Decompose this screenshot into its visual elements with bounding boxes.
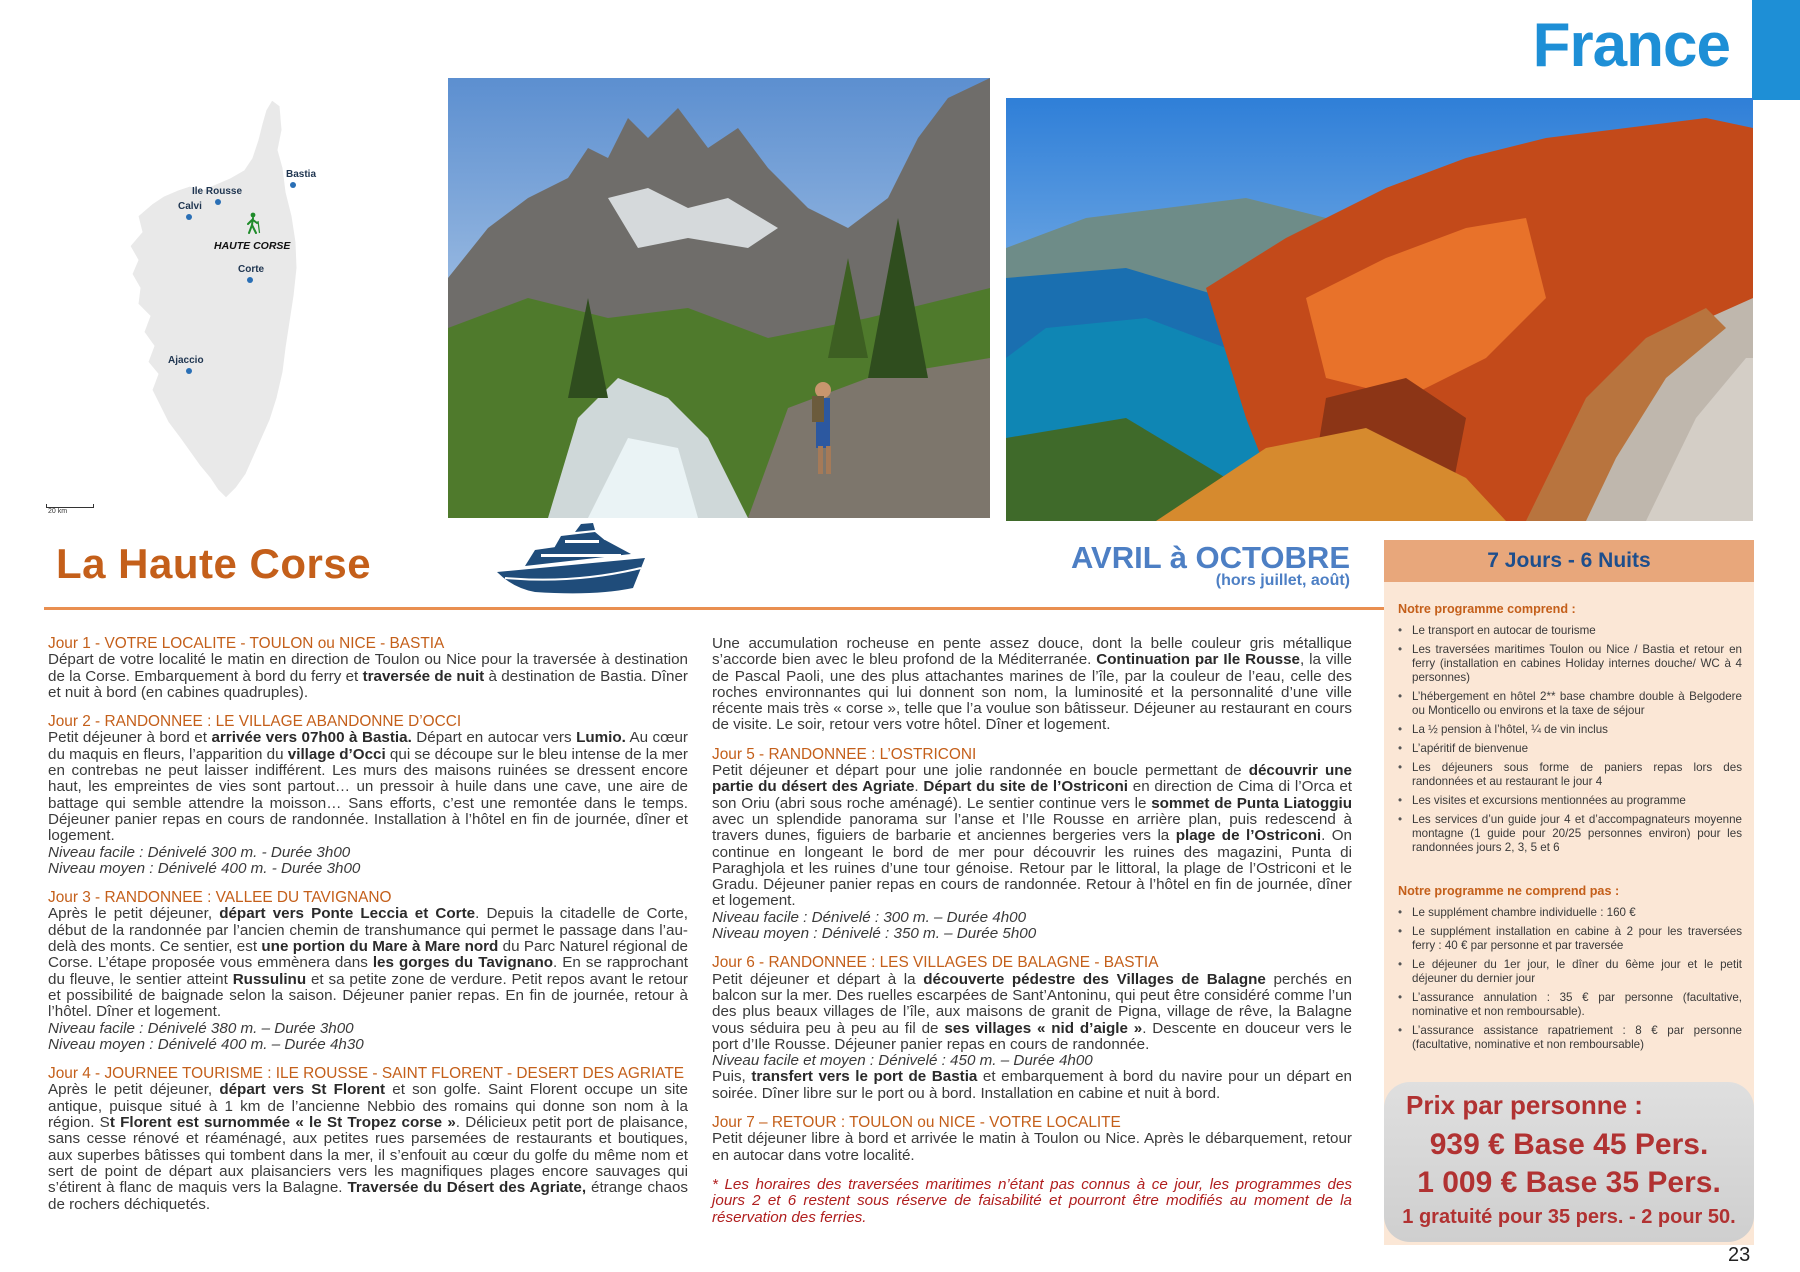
excludes-title: Notre programme ne comprend pas : [1398, 884, 1620, 898]
season-dates: AVRIL à OCTOBRE [1070, 540, 1350, 575]
level-easy: Niveau facile : Dénivelé : 300 m. – Durée 4h00 [712, 908, 1027, 926]
ship-icon [495, 520, 660, 600]
level-medium: Niveau moyen : Dénivelé 400 m. - Durée 3h00 [48, 859, 361, 877]
map-dot-calvi [186, 214, 192, 220]
map-label-corte: Corte [238, 264, 265, 275]
price-title: Prix par personne : [1406, 1090, 1643, 1120]
day-3 [48, 890, 688, 1053]
day-2 [48, 714, 688, 877]
photo-coastal-road [1006, 98, 1753, 521]
day-highlight: découverte pédestre des Villages de Balagne [923, 970, 1266, 988]
day-text: Départ en autocar vers [411, 729, 577, 747]
corsica-outline [40, 100, 340, 510]
day-highlight: ses villages « nid d’aigle » [944, 1019, 1143, 1037]
day-text: Petit déjeuner et départ à la [712, 970, 924, 988]
level-medium: Niveau moyen : Dénivelé : 350 m. – Durée 5h00 [712, 925, 1037, 943]
day-text: Après le petit déjeuner, [48, 1081, 220, 1099]
map-label-ile-rousse: Ile Rousse [192, 186, 243, 197]
map-dot-bastia [290, 182, 296, 188]
includes-section [1398, 602, 1742, 860]
list-item: • Les déjeuners sous forme de paniers repas lors des randonnées et au restaurant le jour 4 [1398, 761, 1742, 789]
includes-list [1398, 624, 1742, 855]
page-title: La Haute Corse [56, 540, 372, 587]
map-dot-ile-rousse [215, 199, 221, 205]
day-text: et embarquement à bord du navire pour un départ en soirée. Dîner libre sur le port ou à bord. Installation en cabine et nuit à bord. [712, 1068, 1352, 1102]
day-text: étrange chaos de rochers déchiquetés. [48, 1179, 688, 1213]
season-exclusions: (hors juillet, août) [1215, 572, 1350, 589]
day-title: Jour 7 – RETOUR : TOULON ou NICE - VOTRE LOCALITE [712, 1114, 1121, 1132]
level-easy: Niveau facile : Dénivelé 300 m. - Durée 3h00 [48, 843, 351, 861]
day-highlight: traversée de nuit [362, 667, 485, 685]
ferry-schedule-note: * Les horaires des traversées maritimes n’étant pas connus à ce jour, les programmes des jours 2 et 6 restent sous réserve de faisabilité et pourront être modifiés au moment de la réservation des ferries. [712, 1175, 1352, 1226]
list-item: • Les traversées maritimes Toulon ou Nice / Bastia et retour en ferry (installation en cabines Holiday internes douche/ WC à 4 personnes) [1398, 643, 1742, 685]
list-item: • Le déjeuner du 1er jour, le dîner du 6ème jour et le petit déjeuner du dernier jour [1398, 958, 1742, 986]
day-text: à destination de Bastia. Dîner et nuit à bord (en cabines quadruples). [48, 667, 688, 701]
level-medium: Niveau moyen : Dénivelé 400 m. – Durée 4h30 [48, 1035, 364, 1053]
list-item: • Le transport en autocar de tourisme [1398, 624, 1742, 638]
day-title: Jour 6 - RANDONNEE : LES VILLAGES DE BALAGNE - BASTIA [712, 954, 1159, 972]
list-item: • L’assurance assistance rapatriement : 8 € par personne (facultative, nominative et non remboursable) [1398, 1024, 1742, 1052]
day-5 [712, 747, 1352, 943]
itinerary-column-2 [712, 636, 1352, 1226]
day-text: qui se découpe sur le bleu intense de la mer en contrebas ne peut laisser indifférent. Les murs des maisons ruinées se dressent encore haut, les empreintes de vies sont partout… un pressoir à huile dans une cave, une aire de battage qui semble attendre la moisson… Sans efforts, c’est une remontée dans le temps. Déjeuner panier repas en cours de randonnée. Installation à l’hôtel en fin de journée, dîner et logement. [48, 745, 688, 845]
day-4 [48, 1066, 688, 1213]
day-title: Jour 2 - RANDONNEE : LE VILLAGE ABANDONNE D’OCCI [48, 713, 462, 731]
level-easy-medium: Niveau facile et moyen : Dénivelé : 450 m. – Durée 4h00 [712, 1052, 1093, 1070]
map-dot-corte [247, 277, 253, 283]
day-highlight: village d’Occi [287, 745, 386, 763]
day-highlight: sommet de Punta Liatoggiu [1151, 794, 1352, 812]
day-highlight: plage de l’Ostriconi [1175, 827, 1322, 845]
day-title: Jour 4 - JOURNEE TOURISME : ILE ROUSSE - SAINT FLORENT - DESERT DES AGRIATE [48, 1065, 685, 1083]
itinerary-column-1 [48, 636, 688, 1226]
list-item: • L’hébergement en hôtel 2** base chambre double à Belgodere ou Monticello ou environs et la taxe de séjour [1398, 690, 1742, 718]
day-highlight: Départ du site de l’Ostriconi [923, 778, 1129, 796]
day-text: , la ville de Pascal Paoli, une des plus attachantes marines de l’île, par la couleur de l’eau, celle des roches environnantes qui lui donnent son nom, la luminosité et la personnalité d’une ville récente mais très « corse », telle que l’a voulue son bâtisseur. Déjeuner au restaurant en cours de visite. Le soir, retour vers votre hôtel. Dîner et logement. [712, 651, 1352, 734]
hiker-icon [244, 212, 262, 234]
country-title: France [1532, 11, 1730, 80]
list-item: • Les services d’un guide jour 4 et d’accompagnateurs moyenne montagne (1 guide pour 20/25 personnes environ) pour les randonnées jours 2, 3, 5 et 6 [1398, 813, 1742, 855]
excludes-section [1398, 884, 1742, 1057]
page-number: 23 [1728, 1244, 1751, 1266]
day-title: Jour 3 - RANDONNEE : VALLEE DU TAVIGNANO [48, 889, 392, 907]
level-easy: Niveau facile : Dénivelé 380 m. – Durée 3h00 [48, 1019, 354, 1037]
list-item: • L’apéritif de bienvenue [1398, 742, 1742, 756]
day-text: . [914, 778, 924, 796]
day-highlight: départ vers Ponte Leccia et Corte [219, 905, 476, 923]
day-text: . En se rapprochant du fleuve, le sentier atteint [48, 954, 688, 988]
list-item: • Le supplément installation en cabine à 2 pour les traversées ferry : 40 € par personne et par traversée [1398, 925, 1742, 953]
day-text: Départ de votre localité le matin en direction de Toulon ou Nice pour la traversée à destination de la Corse. Embarquement à bord du ferry et [48, 651, 688, 685]
day-text: Une accumulation rocheuse en pente assez douce, dont la belle couleur gris métallique s’accorde bien avec le bleu profond de la Méditerranée. [712, 635, 1352, 669]
day-text: perchés en balcon sur la mer. Des ruelles escarpées de Sant’Antoninu, qui peut être considéré comme l’un des plus beaux villages de l’île, aux maisons de granit de Pigna, village de rêve, la Balagne vous séduira peu à peu au fil de [712, 970, 1352, 1037]
day-text: . Depuis la citadelle de Corte, début de la randonnée par l’ancien chemin de transhumance qui permet le passage dans l’au-delà des monts. Ce sentier, est [48, 905, 689, 956]
day-text: et son golfe. Saint Florent occupe un site antique, puisque situé à 1 km de l’ancienne Nebbio des romains qui donne son nom à la région. S [48, 1081, 689, 1132]
day-highlight: Traversée du Désert des Agriate, [347, 1179, 587, 1197]
day-highlight: départ vers St Florent [219, 1081, 386, 1099]
day-7 [712, 1115, 1352, 1164]
map-label-ajaccio: Ajaccio [168, 355, 204, 366]
day-highlight: Lumio. [576, 729, 626, 747]
day-highlight: arrivée vers 07h00 à Bastia. [211, 729, 412, 747]
title-divider [44, 607, 1384, 610]
list-item: • La ½ pension à l’hôtel, ¼ de vin inclus [1398, 723, 1742, 737]
photo-mountain-hiker [448, 78, 990, 518]
day-text: Au cœur du maquis en fleurs, l’apparition du [48, 729, 688, 763]
day-highlight: découvrir une partie du désert des Agriate [712, 762, 1352, 796]
day-highlight: transfert vers le port de Bastia [751, 1068, 978, 1086]
day-text: du Parc Naturel régional de Corse. L’étape proposée vous emmènera dans [48, 938, 688, 972]
price-base-35: 1 009 € Base 35 Pers. [1417, 1166, 1721, 1199]
day-6 [712, 955, 1352, 1102]
day-text: . Délicieux petit port de plaisance, sans cesse rénové et réaménagé, aux petites rues parsemées de restaurants et boutiques, aux superbes bâtisses qui tombent dans la mer, il s’enfouit au cœur du golfe du même nom et sert de point de départ aux plaisanciers vers les magnifiques plages encore sauvages qui s’étirent à flanc de maquis vers la Balagne. [48, 1114, 688, 1197]
day-highlight: Russulinu [232, 970, 307, 988]
map-label-calvi: Calvi [178, 201, 202, 212]
day-title: Jour 5 - RANDONNEE : L’OSTRICONI [712, 745, 977, 763]
day-1 [48, 636, 688, 701]
day-highlight: une portion du Mare à Mare nord [261, 938, 499, 956]
day-text: Petit déjeuner libre à bord et arrivée le matin à Toulon ou Nice. Après le débarquement, retour en autocar dans votre localité. [712, 1130, 1352, 1164]
list-item: • Les visites et excursions mentionnées au programme [1398, 794, 1742, 808]
day-title: Jour 1 - VOTRE LOCALITE - TOULON ou NICE - BASTIA [48, 635, 445, 652]
map-dot-ajaccio [186, 368, 192, 374]
day-text: . On continue en longeant le bord de mer pour découvrir les ruines des magazini, Punta di Paraghjola et les ruines d’une tour génoise. Retour par le littoral, la plage de l’Ostriconi et le Gradu. Déjeuner panier repas en cours de randonnée. Retour à l’hôtel en fin de journée, dîner et logement. [712, 827, 1352, 910]
day-text: . Descente en douceur vers le port d’Ile Rousse. Déjeuner panier repas en cours de randonnée. [712, 1019, 1352, 1053]
day-highlight: Continuation par Ile Rousse [1096, 651, 1300, 669]
day-text: Petit déjeuner et départ pour une jolie randonnée en boucle permettant de [712, 762, 1249, 780]
day-text: en direction de Cima di l’Orca et son Oriu (abri sous roche aménagé). Le sentier continue vers le [712, 778, 1352, 812]
list-item: • L’assurance annulation : 35 € par personne (facultative, nominative et non remboursable). [1398, 991, 1742, 1019]
day-text: Petit déjeuner à bord et [48, 729, 212, 747]
day-text: et sa petite zone de verdure. Petit repos avant le retour et possibilité de baignade selon la saison. Déjeuner panier repas. En fin de journée, retour à l’hôtel. Dîner et logement. [48, 970, 688, 1021]
corsica-map [40, 100, 340, 510]
excludes-list [1398, 906, 1742, 1052]
free-places-note: 1 gratuité pour 35 pers. - 2 pour 50. [1402, 1206, 1736, 1228]
list-item: • Le supplément chambre individuelle : 160 € [1398, 906, 1742, 920]
page-tab [1752, 0, 1800, 100]
day-text: Après le petit déjeuner, [48, 905, 220, 923]
day-4-continued [712, 636, 1352, 734]
day-highlight: les gorges du Tavignano [372, 954, 554, 972]
duration-heading: 7 Jours - 6 Nuits [1487, 549, 1651, 572]
includes-title: Notre programme comprend : [1398, 602, 1576, 616]
price-base-45: 939 € Base 45 Pers. [1429, 1128, 1709, 1161]
map-scale-label: 20 km [48, 508, 68, 515]
day-text: Puis, [712, 1068, 752, 1086]
map-label-bastia: Bastia [286, 169, 317, 180]
map-label-region: HAUTE CORSE [214, 240, 291, 252]
day-text: avec un splendide panorama sur l’anse et l’Ile Rousse en arrière plan, puis redescend à travers dunes, figuiers de barbarie et anciennes bergeries vers la [712, 810, 1352, 845]
day-highlight: t Florent est surnommée « le St Tropez corse » [109, 1114, 456, 1132]
